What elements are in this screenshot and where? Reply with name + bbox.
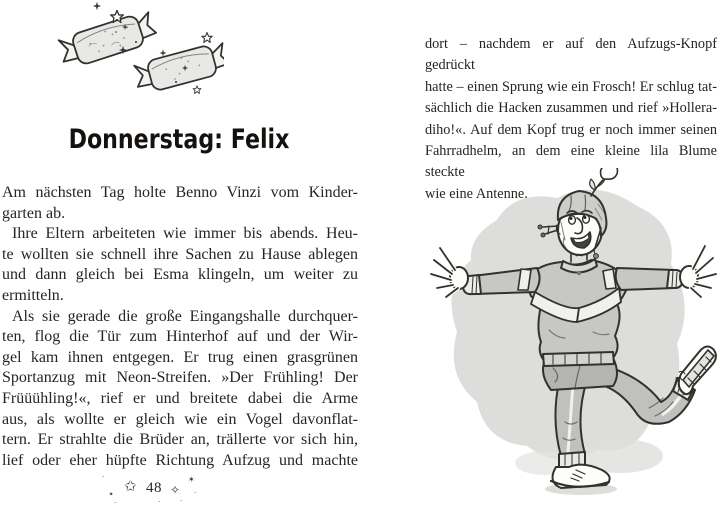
- text-line: ermitteln.: [2, 286, 64, 304]
- text-line: wie eine Antenne.: [425, 185, 528, 202]
- text-line: diho!«. Auf dem Kopf trug er noch immer seinen: [425, 121, 717, 138]
- star-icon: ✩: [124, 477, 137, 495]
- sparkle-dot: ·: [102, 473, 105, 481]
- candy-illustration: [56, 2, 224, 106]
- text-line: tern. Er strahlte die Brüder an, trällerte vor sich hin,: [2, 431, 358, 449]
- sparkle-dot: ·: [194, 489, 197, 497]
- star-icon: ⋆: [108, 489, 115, 500]
- sparkle-dot: ·: [114, 499, 117, 507]
- text-line: aus, als wollte er gleich wie ein Vogel davonflat-: [2, 410, 358, 428]
- left-page-text: [2, 183, 358, 471]
- right-hand: [680, 246, 716, 297]
- candy-icon: [56, 10, 158, 70]
- paragraph: [2, 224, 358, 306]
- paragraph: [2, 307, 358, 472]
- sparkle-dot: ·: [180, 497, 183, 505]
- text-line: Sportanzug mit Neon-Streifen. »Der Frühling! Der: [2, 369, 358, 387]
- paragraph: [2, 183, 358, 224]
- jumping-man-drawing: [425, 168, 717, 505]
- character-illustration: [425, 168, 717, 505]
- text-line: Als sie gerade die große Eingangshalle durchquer-: [12, 307, 358, 325]
- text-line: hatte – einen Sprung wie ein Frosch! Er schlug tat-: [425, 78, 717, 95]
- text-line: lief oder eher hüpfte Richtung Aufzug und machte: [2, 451, 358, 469]
- text-line: gel kam ihnen entgegen. Er trug einen grasgrünen: [2, 348, 358, 366]
- page-number: 48: [146, 480, 162, 496]
- text-line: sächlich die Hacken zusammen und rief »Hollera-: [425, 100, 717, 117]
- text-line: Am nächsten Tag holte Benno Vinzi vom Kinder-: [2, 184, 358, 201]
- text-line: und dann gleich bei Esma klingeln, um weiter zu: [2, 266, 358, 284]
- text-line: Früüühling!«, rief er und breitete dabei die Arme: [2, 389, 358, 407]
- text-line: Ihre Eltern arbeiteten wie immer bis abends. Heu-: [12, 225, 358, 243]
- page-footer: [96, 470, 226, 507]
- candy-icon: [132, 41, 224, 95]
- text-line: dort – nachdem er auf den Aufzugs-Knopf gedrückt: [425, 36, 717, 74]
- text-line: ten, flog die Tür zum Hinterhof auf und der Wir-: [2, 328, 358, 346]
- chapter-title: Donnerstag: Felix: [68, 124, 290, 155]
- star-icon: ✧: [170, 483, 181, 497]
- kicked-shoe: [676, 346, 716, 394]
- candies-drawing: [56, 2, 224, 106]
- star-icon: ✶: [188, 475, 195, 484]
- text-line: garten ab.: [2, 204, 66, 222]
- text-line: te wollten sie schnell ihre Sachen zu Hause ablegen: [2, 245, 358, 263]
- sparkle-dot: ·: [158, 498, 161, 506]
- text-line: Fahrradhelm, an dem eine kleine lila Blume steckte: [425, 143, 717, 181]
